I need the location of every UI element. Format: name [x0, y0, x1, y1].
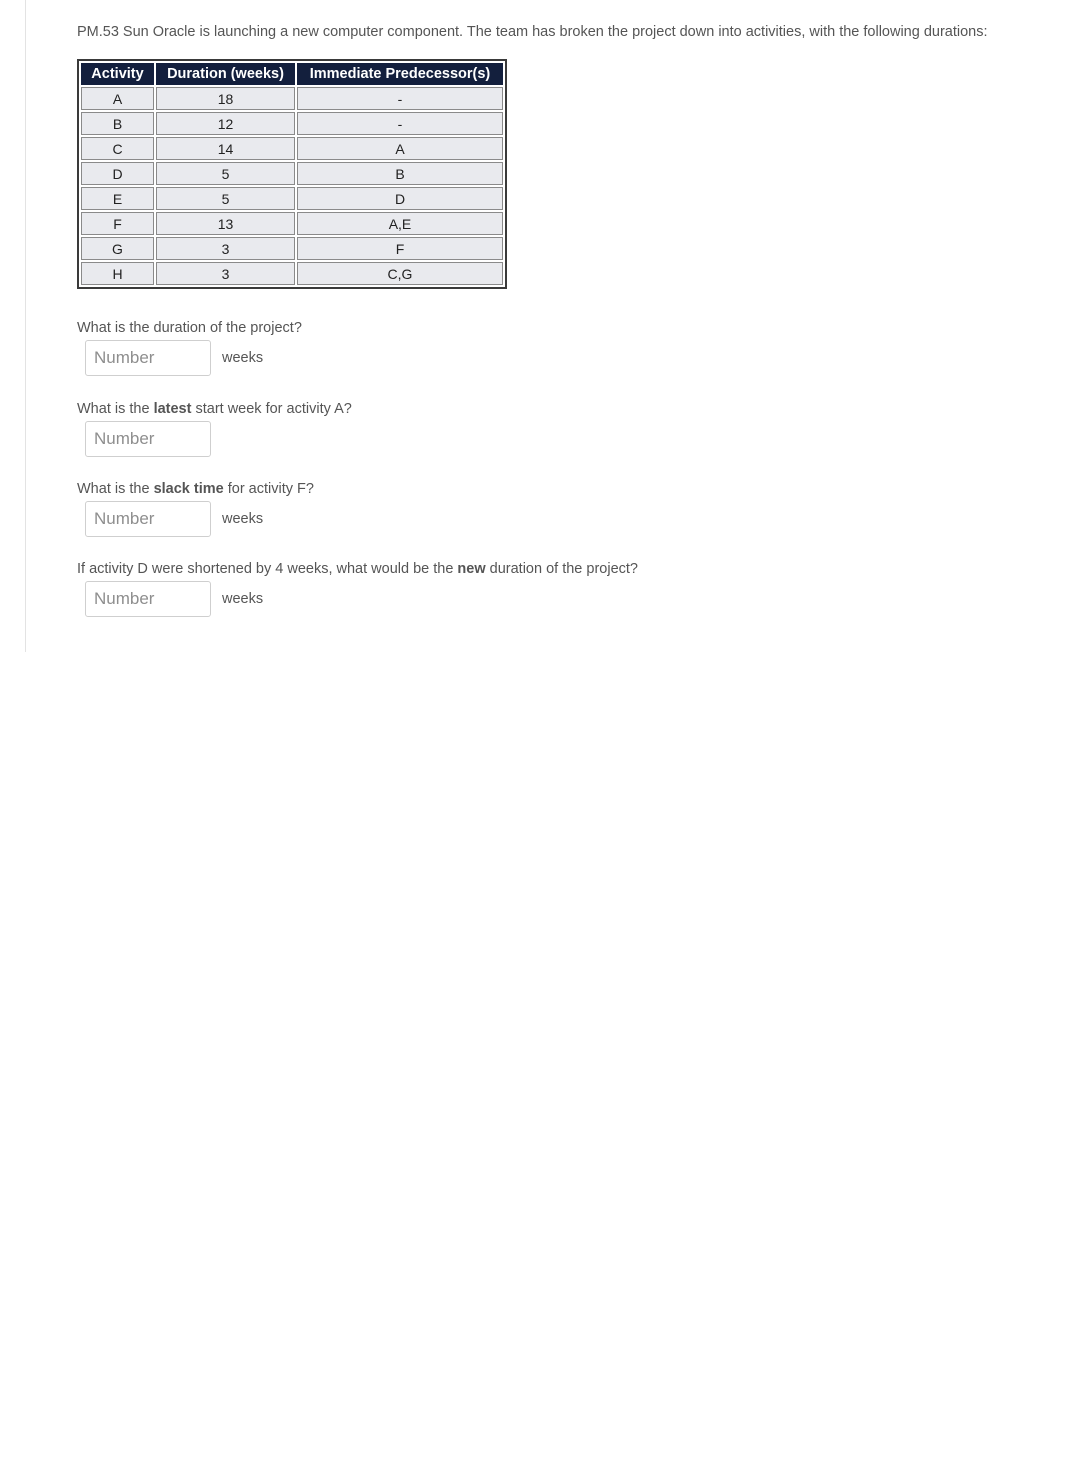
slack-f-input[interactable]	[85, 501, 211, 537]
header-predecessors: Immediate Predecessor(s)	[297, 63, 503, 85]
cell-predecessors: B	[297, 162, 503, 185]
question-prompt	[77, 399, 1057, 419]
cell-duration: 18	[156, 87, 295, 110]
cell-activity: E	[81, 187, 154, 210]
prompt-text-tail: for activity F?	[223, 481, 314, 497]
cell-predecessors: -	[297, 87, 503, 110]
cell-activity: D	[81, 162, 154, 185]
table-header-row	[81, 63, 503, 85]
question-latest-start-a	[77, 399, 1057, 457]
question-new-duration	[77, 559, 1057, 617]
unit-label: weeks	[222, 591, 264, 607]
cell-duration: 13	[156, 212, 295, 235]
question-project-duration	[77, 318, 1057, 376]
prompt-text-tail: start week for activity A?	[191, 401, 352, 417]
cell-activity: C	[81, 137, 154, 160]
table-row	[81, 87, 503, 110]
unit-label: weeks	[222, 350, 264, 366]
table-row	[81, 112, 503, 135]
cell-activity: B	[81, 112, 154, 135]
cell-activity: F	[81, 212, 154, 235]
cell-predecessors: F	[297, 237, 503, 260]
new-duration-input[interactable]	[85, 581, 211, 617]
cell-activity: G	[81, 237, 154, 260]
cell-predecessors: -	[297, 112, 503, 135]
cell-activity: A	[81, 87, 154, 110]
table-row	[81, 262, 503, 285]
cell-predecessors: A	[297, 137, 503, 160]
question-container	[77, 22, 1057, 617]
table-row	[81, 187, 503, 210]
answer-row	[85, 581, 1057, 617]
problem-intro: PM.53 Sun Oracle is launching a new computer component. The team has broken the project down into activities, with the following durations:	[77, 24, 988, 40]
table-row	[81, 137, 503, 160]
answer-row	[85, 501, 1057, 537]
cell-duration: 5	[156, 162, 295, 185]
activity-table	[77, 59, 507, 289]
latest-start-a-input[interactable]	[85, 421, 211, 457]
prompt-emphasis: new	[457, 561, 486, 577]
cell-duration: 5	[156, 187, 295, 210]
header-activity: Activity	[81, 63, 154, 85]
answer-row	[85, 421, 1057, 457]
answer-row	[85, 340, 1057, 376]
prompt-text: What is the	[77, 481, 154, 497]
prompt-emphasis: latest	[153, 401, 192, 417]
cell-duration: 3	[156, 262, 295, 285]
question-prompt	[77, 559, 1057, 579]
prompt-text: What is the	[77, 401, 154, 417]
table-row	[81, 237, 503, 260]
prompt-text-tail: duration of the project?	[485, 561, 638, 577]
prompt-text: If activity D were shortened by 4 weeks, what would be the	[77, 561, 458, 577]
unit-label: weeks	[222, 511, 264, 527]
cell-predecessors: A,E	[297, 212, 503, 235]
cell-duration: 14	[156, 137, 295, 160]
cell-activity: H	[81, 262, 154, 285]
table-row	[81, 212, 503, 235]
cell-duration: 3	[156, 237, 295, 260]
table-row	[81, 162, 503, 185]
header-duration: Duration (weeks)	[156, 63, 295, 85]
question-prompt	[77, 479, 1057, 499]
cell-predecessors: C,G	[297, 262, 503, 285]
cell-duration: 12	[156, 112, 295, 135]
prompt-text: What is the duration of the project?	[77, 320, 302, 336]
cell-predecessors: D	[297, 187, 503, 210]
question-slack-f	[77, 479, 1057, 537]
project-duration-input[interactable]	[85, 340, 211, 376]
prompt-emphasis: slack time	[153, 481, 224, 497]
left-border-rule	[25, 0, 26, 652]
question-prompt	[77, 318, 1057, 338]
